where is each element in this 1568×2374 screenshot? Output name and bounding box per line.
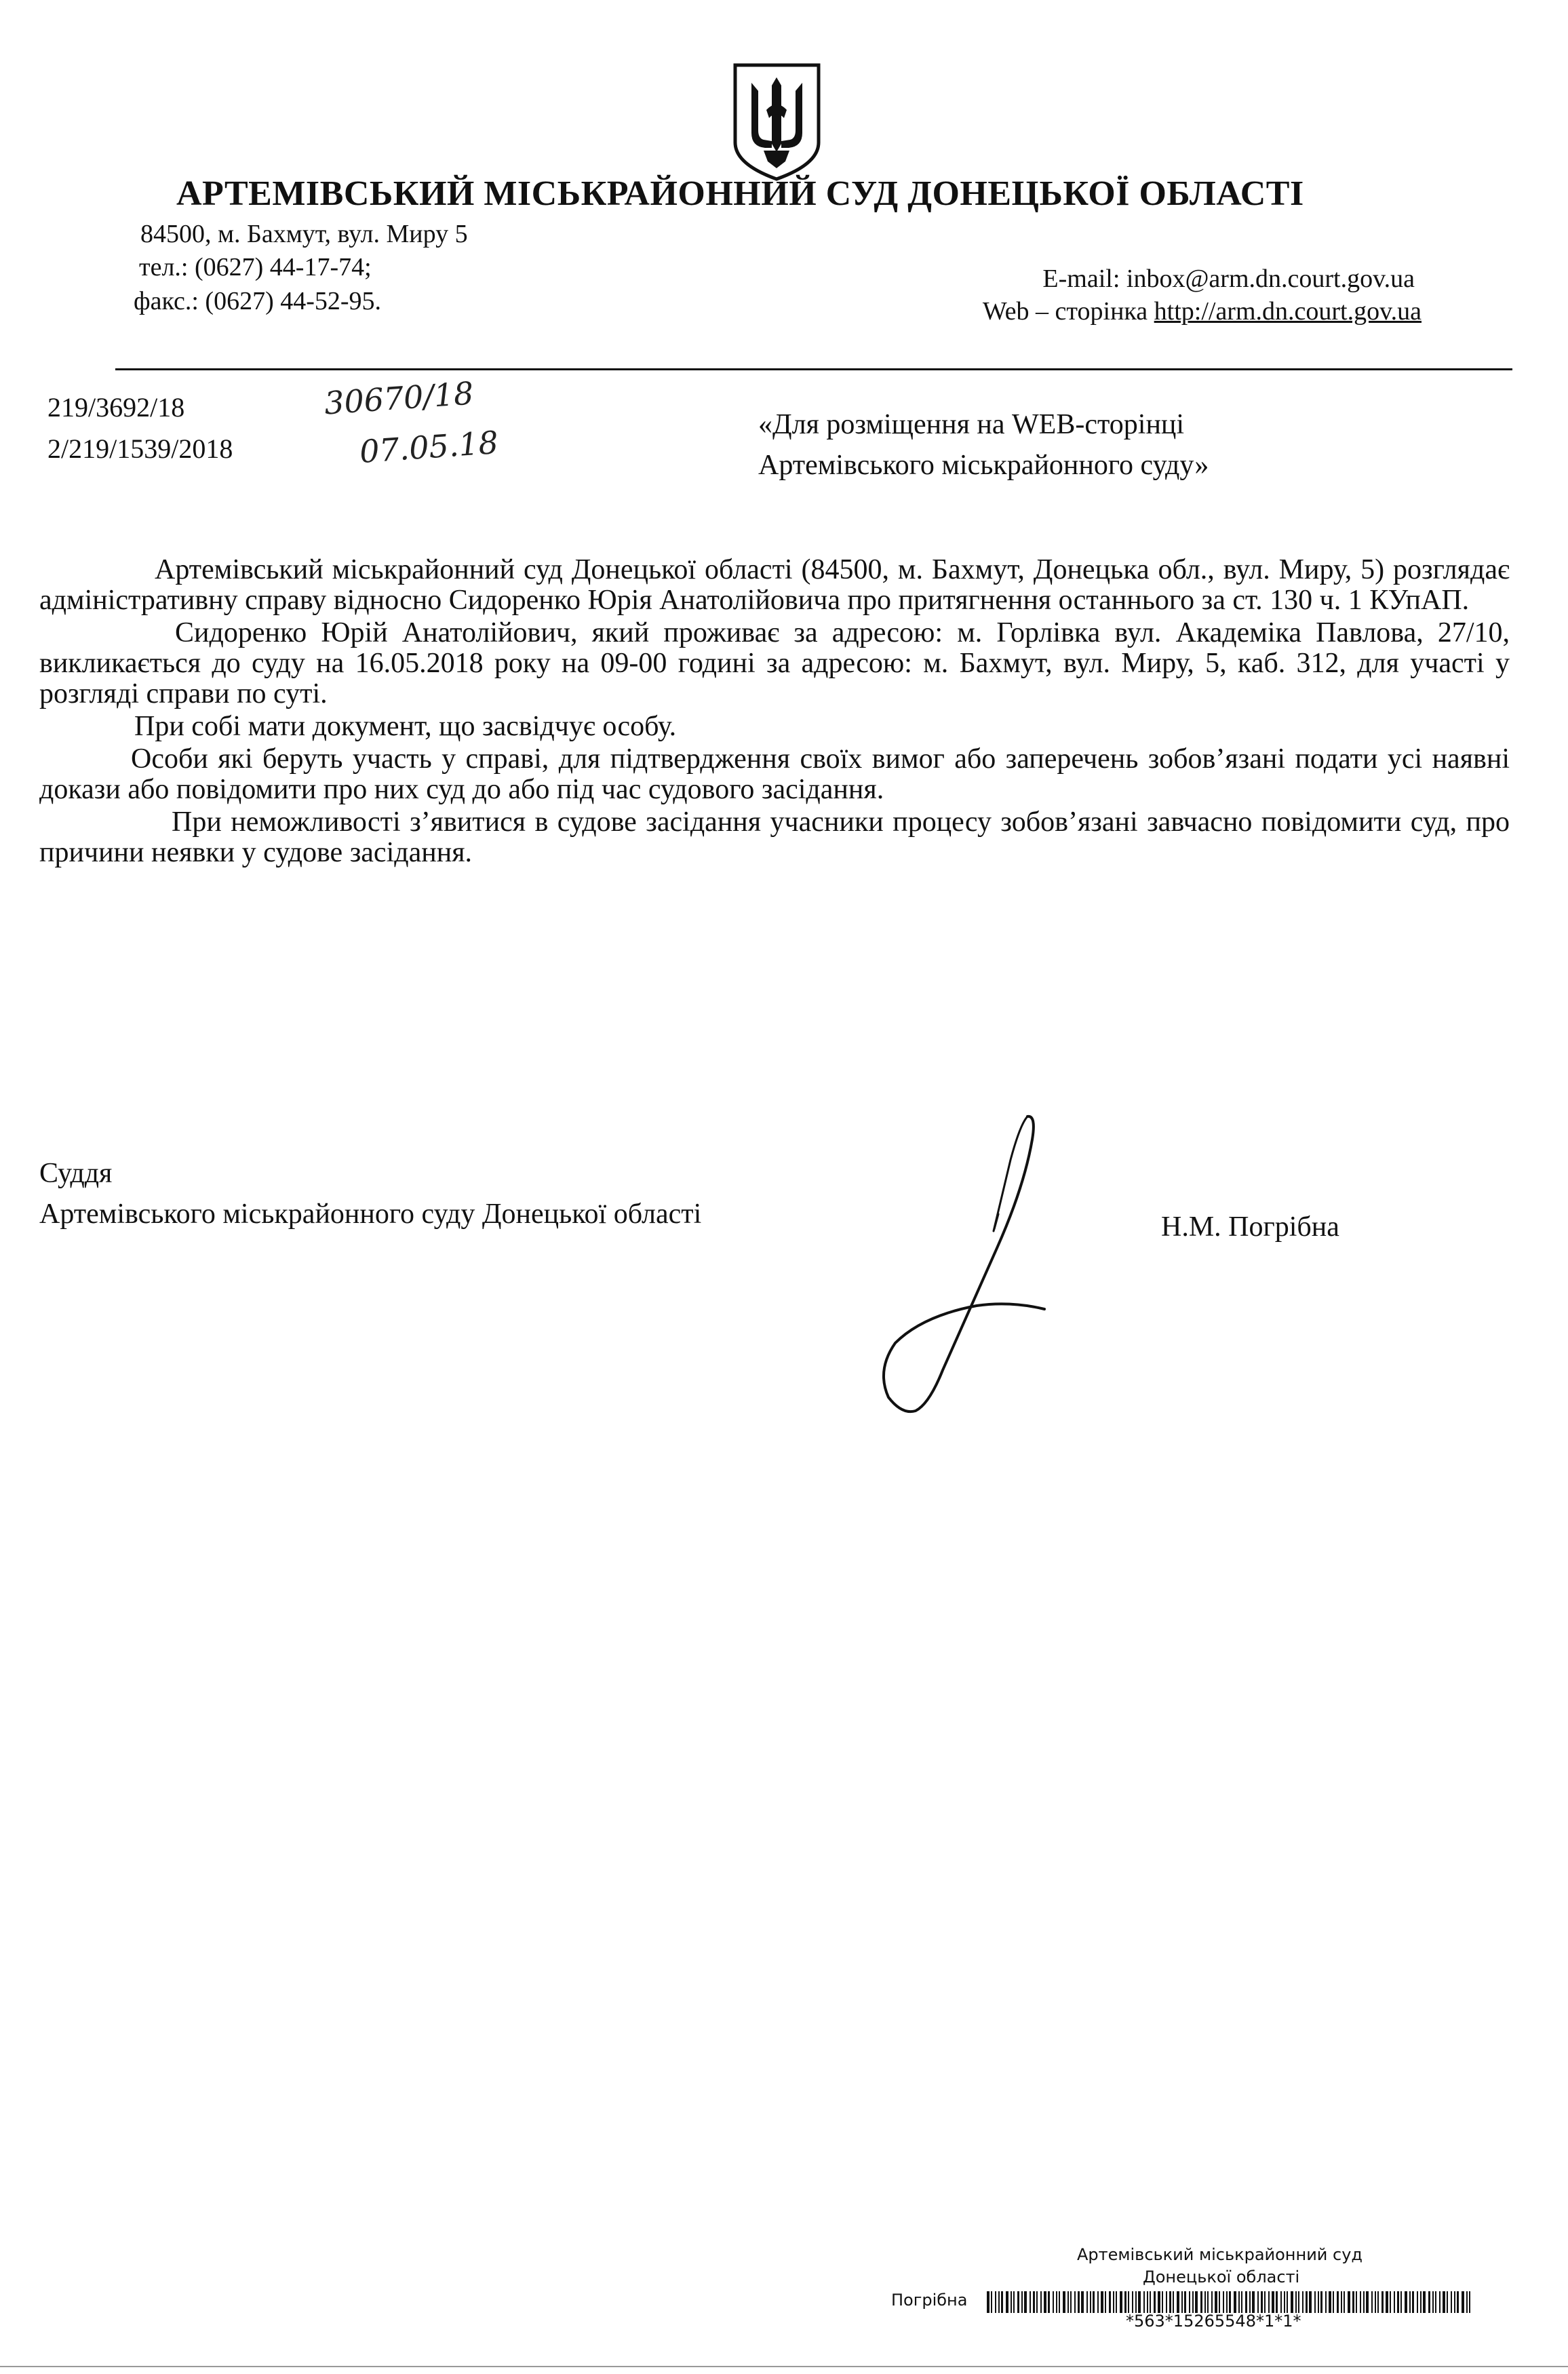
letter-body bbox=[39, 555, 1510, 870]
header-divider bbox=[115, 368, 1512, 370]
signature-block bbox=[39, 1153, 701, 1234]
stamp-region-line: Донецької області bbox=[1143, 2268, 1300, 2287]
outgoing-number: 30670/18 bbox=[323, 374, 475, 422]
web-note-line-2: Артемівського міськрайонного суду» bbox=[758, 450, 1209, 481]
judge-title: Суддя bbox=[39, 1158, 113, 1189]
body-paragraph-2: Сидоренко Юрій Анатолійович, який проживає за адресою: м. Горлівка вул. Академіка Павлова, 27/10, викликається до суду на 16.05.2018 року на 09-00 годині за адресою: м. Бахмут, вул. Миру, 5, каб. 312, для участі у розгляді справи по суті. bbox=[39, 617, 1510, 709]
body-paragraph-3: При собі мати документ, що засвідчує особу. bbox=[134, 711, 677, 742]
court-name: АРТЕМІВСЬКИЙ МІСЬКРАЙОННИЙ СУД ДОНЕЦЬКОЇ ОБЛАСТІ bbox=[176, 174, 1304, 213]
handwritten-signature-icon bbox=[875, 1112, 1058, 1418]
barcode-code: *563*15265548*1*1* bbox=[1126, 2312, 1301, 2331]
web-note-line-1: «Для розміщення на WEB-сторінці bbox=[758, 409, 1185, 440]
case-number: 219/3692/18 bbox=[47, 392, 185, 423]
web-publication-note bbox=[758, 404, 1209, 486]
outgoing-date: 07.05.18 bbox=[358, 423, 500, 471]
body-paragraph-1: Артемівський міськрайонний суд Донецької області (84500, м. Бахмут, Донецька обл., вул. Миру, 5) розглядає адміністративну справу відносно Сидоренко Юрія Анатолійовича про притягнення останнього за ст. 130 ч. 1 КУпАП. bbox=[39, 554, 1510, 616]
court-phone: тел.: (0627) 44-17-74; bbox=[139, 253, 372, 281]
court-website bbox=[983, 296, 1422, 326]
body-paragraph-4: Особи які беруть участь у справі, для підтвердження своїх вимог або заперечень зобов’язані подати усі наявні докази або повідомити про них суд до або під час судового засідання. bbox=[39, 743, 1510, 805]
coat-of-arms-icon bbox=[731, 62, 823, 182]
court-email: E-mail: inbox@arm.dn.court.gov.ua bbox=[1042, 265, 1415, 293]
proceeding-number: 2/219/1539/2018 bbox=[47, 433, 233, 464]
website-label: Web – сторінка bbox=[982, 297, 1154, 326]
page-bottom-edge bbox=[0, 2366, 1568, 2367]
website-link[interactable]: http://arm.dn.court.gov.ua bbox=[1154, 297, 1422, 326]
court-fax: факс.: (0627) 44-52-95. bbox=[134, 287, 382, 315]
court-address: 84500, м. Бахмут, вул. Миру 5 bbox=[140, 220, 468, 248]
body-paragraph-5: При неможливості з’явитися в судове засідання учасники процесу зобов’язані завчасно повідомити суд, про причини неявки у судове засідання. bbox=[39, 806, 1510, 868]
judge-court: Артемівського міськрайонного суду Донецької області bbox=[39, 1199, 702, 1230]
barcode-prefix: Погрібна bbox=[891, 2291, 968, 2310]
stamp-court-line: Артемівський міськрайонний суд bbox=[1077, 2245, 1363, 2264]
judge-name: Н.М. Погрібна bbox=[1161, 1211, 1339, 1243]
barcode-icon bbox=[987, 2291, 1472, 2313]
